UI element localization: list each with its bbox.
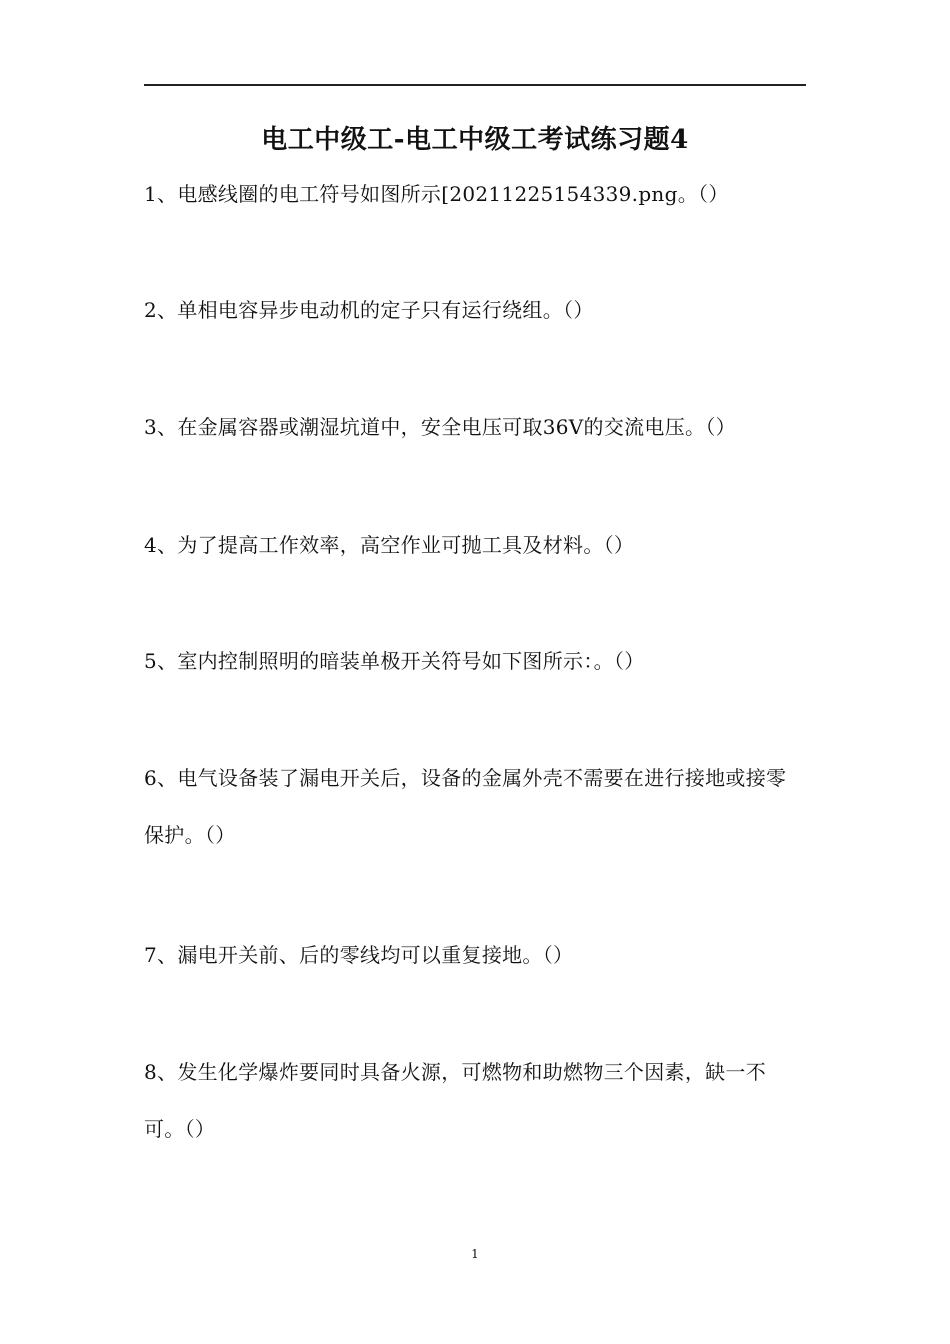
question-4: 4、为了提高工作效率，高空作业可抛工具及材料。（） xyxy=(144,533,635,557)
question-1: 1、电感线圈的电工符号如图所示[20211225154339.png。（） xyxy=(144,182,729,206)
question-6: 6、电气设备装了漏电开关后，设备的金属外壳不需要在进行接地或接零保护。（） xyxy=(144,766,787,847)
question-2: 2、单相电容异步电动机的定子只有运行绕组。（） xyxy=(144,298,594,322)
header-rule xyxy=(144,84,806,86)
page-number: 1 xyxy=(471,1247,479,1261)
question-5: 5、室内控制照明的暗装单极开关符号如下图所示：。（） xyxy=(144,649,645,673)
question-3: 3、在金属容器或潮湿坑道中，安全电压可取36V的交流电压。（） xyxy=(144,415,736,439)
question-7: 7、漏电开关前、后的零线均可以重复接地。（） xyxy=(144,943,574,967)
document-title: 电工中级工-电工中级工考试练习题4 xyxy=(261,125,689,155)
question-8: 8、发生化学爆炸要同时具备火源，可燃物和助燃物三个因素，缺一不可。（） xyxy=(144,1060,767,1141)
